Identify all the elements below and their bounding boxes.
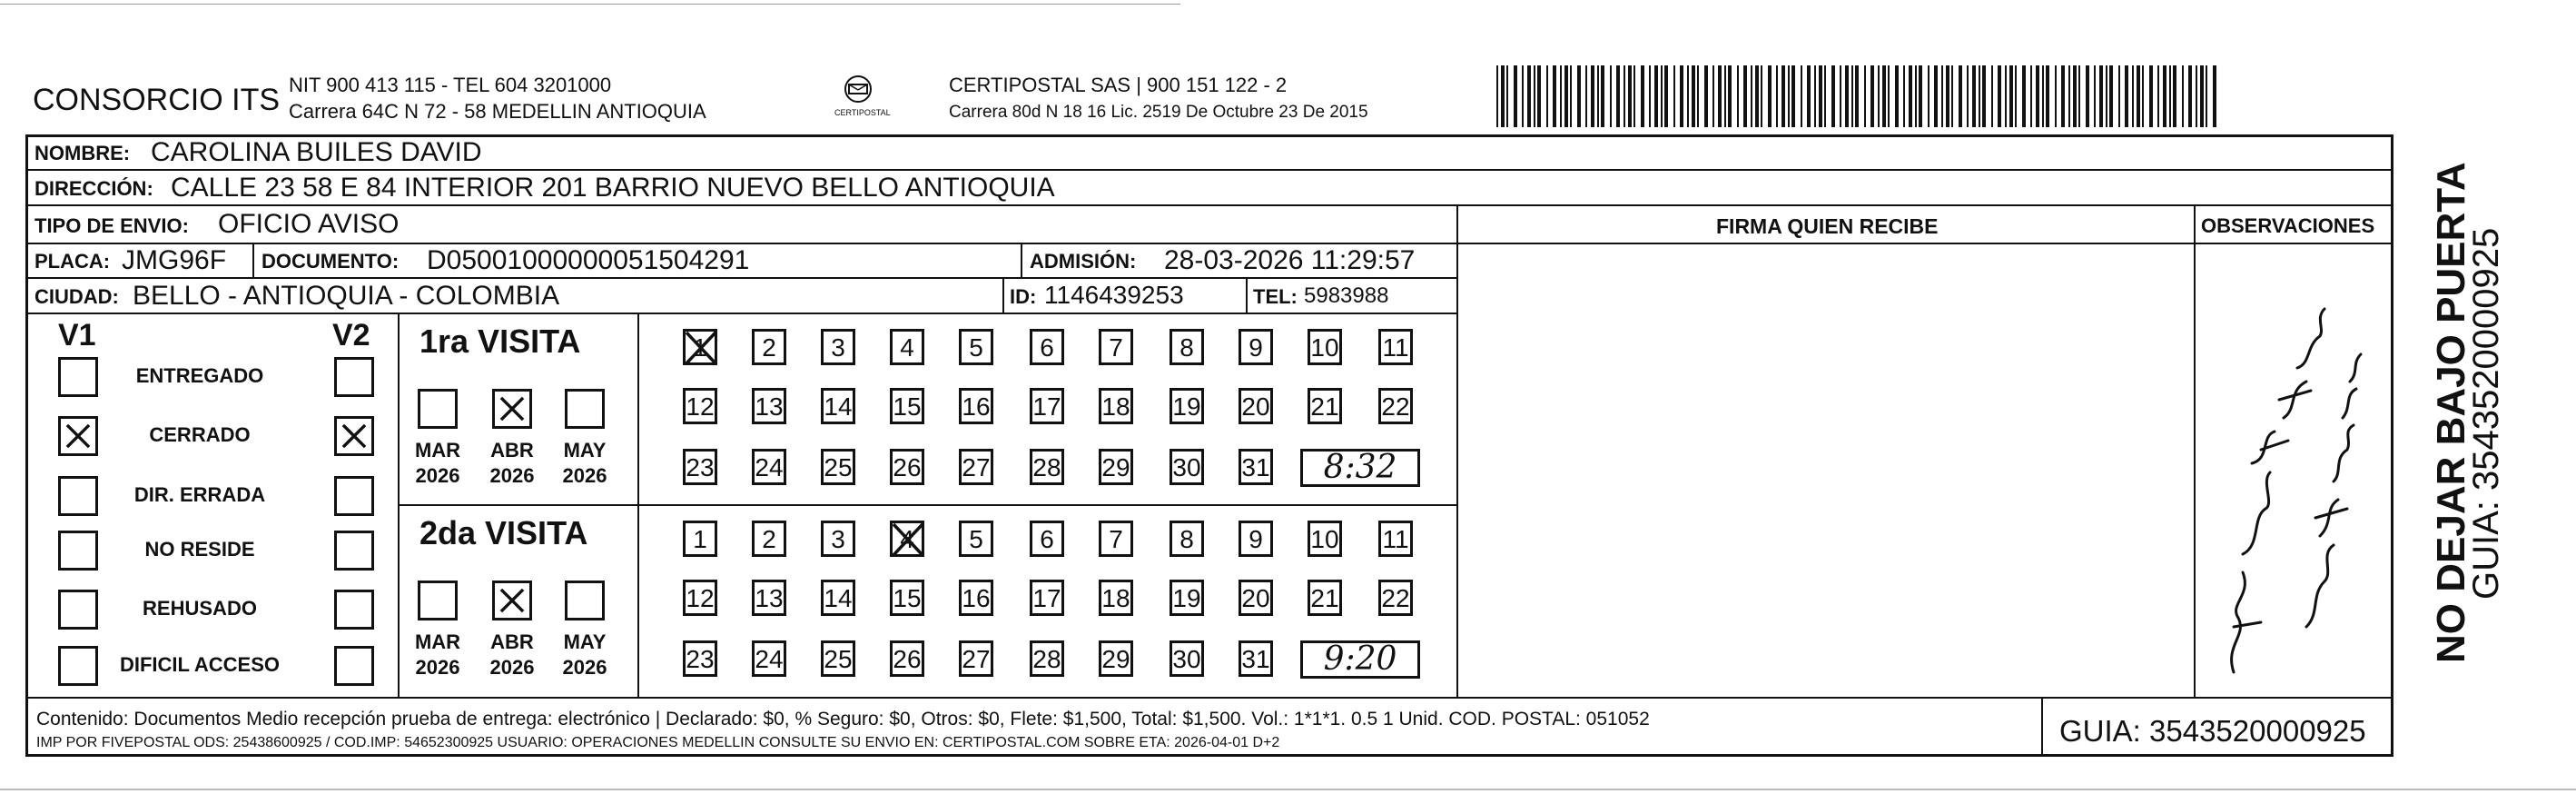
barcode-bar [2109,65,2113,127]
barcode-bar [2099,65,2103,127]
barcode-bar [1855,65,1859,127]
barcode-bar [1680,65,1683,127]
barcode-bar [1661,65,1663,127]
barcode-bar [1882,65,1886,127]
day-box-17[interactable]: 17 [1030,580,1064,616]
day-box-6[interactable]: 6 [1030,521,1064,557]
day-box-20[interactable]: 20 [1239,388,1273,424]
day-box-26[interactable]: 26 [890,640,924,677]
barcode-bar [1553,65,1556,127]
day-box-20[interactable]: 20 [1239,580,1273,616]
scan-edge-line [0,789,2576,790]
barcode-bar [1761,65,1762,127]
day-box-29[interactable]: 29 [1099,640,1133,677]
barcode-bar [1628,65,1632,127]
name-label: NOMBRE: [35,142,131,164]
day-box-3[interactable]: 3 [821,521,855,557]
printed-by-line: IMP POR FIVEPOSTAL ODS: 25438600925 / COD.IMP: 54652300925 USUARIO: OPERACIONES MEDELLIN CONSULTE SU ENVIO EN: CERTIPOSTAL.COM SOBRE ETA: 2026-04-01 D+2 [36,735,1280,750]
barcode-bar [2200,65,2204,127]
day-box-23[interactable]: 23 [683,449,717,485]
day-box-16[interactable]: 16 [959,388,993,424]
barcode-bar [1673,65,1675,127]
day-box-11[interactable]: 11 [1378,521,1413,557]
barcode-bar [1728,65,1732,127]
barcode-bar [1564,65,1568,127]
day-box-19[interactable]: 19 [1170,388,1204,424]
status-label: NO RESIDE [144,538,255,561]
day-box-24[interactable]: 24 [752,640,786,677]
row-divider [25,697,2393,699]
barcode-bar [2073,65,2077,127]
id-value: 1146439253 [1044,281,1184,309]
barcode-bar [2042,65,2044,127]
visit-year-label: 2026 [562,656,607,679]
day-box-9[interactable]: 9 [1239,521,1273,557]
row-divider [398,504,1456,506]
day-box-29[interactable]: 29 [1099,449,1133,485]
barcode-bar [1724,65,1726,127]
side-guide: GUIA: 3543520000925 [2466,227,2506,600]
admission-value: 28-03-2026 11:29:57 [1164,245,1416,275]
visit-month-label: MAR [414,630,461,653]
barcode-bar [1616,65,1620,127]
day-box-13[interactable]: 13 [752,580,786,616]
visit-month-label: ABR [490,630,534,653]
day-box-30[interactable]: 30 [1170,449,1204,485]
barcode-bar [1819,65,1822,127]
barcode-bar [1967,65,1969,127]
day-box-28[interactable]: 28 [1030,449,1064,485]
row-divider [25,204,2393,206]
barcode-bar [2142,65,2144,127]
barcode-bar [1791,65,1795,127]
day-box-21[interactable]: 21 [1308,388,1342,424]
barcode-bar [1591,65,1594,127]
day-box-31[interactable]: 31 [1239,640,1273,677]
plate-label: PLACA: [35,250,111,273]
document-label: DOCUMENTO: [262,250,400,273]
day-box-2[interactable]: 2 [752,329,786,365]
day-box-27[interactable]: 27 [959,449,993,485]
day-box-22[interactable]: 22 [1378,580,1413,616]
status-v2-checkbox[interactable] [334,416,374,456]
barcode-bar [1991,65,1993,127]
barcode-bar [1788,65,1790,127]
barcode-bar [1895,65,1899,127]
barcode-bar [2015,65,2017,127]
barcode-bar [1776,65,1778,127]
row-divider [25,169,2393,171]
barcode-bar [2078,65,2080,127]
barcode-bar [2106,65,2107,127]
column-divider [1456,204,1458,699]
day-box-16[interactable]: 16 [959,580,993,616]
column-divider [1246,277,1248,313]
barcode-bar [1934,65,1938,127]
day-box-22[interactable]: 22 [1378,388,1413,424]
barcode-bar [1496,65,1498,127]
day-box-4[interactable]: 4 [890,329,924,365]
barcode-bar [1941,65,1943,127]
certipostal-logo [813,73,903,124]
day-box-21[interactable]: 21 [1308,580,1342,616]
day-box-5[interactable]: 5 [959,521,993,557]
barcode-bar [1664,65,1668,127]
barcode-bar [1577,65,1581,127]
barcode-bar [1878,65,1880,127]
barcode-bar [2009,65,2013,127]
day-box-10[interactable]: 10 [1308,521,1342,557]
visit-title: 2da VISITA [419,514,588,551]
barcode-bar [2163,65,2166,127]
barcode-bar [1946,65,1949,127]
day-box-12[interactable]: 12 [683,388,717,424]
visit-year-label: 2026 [415,656,460,679]
barcode-bar [1845,65,1849,127]
tel-value: 5983988 [1304,283,1389,308]
barcode-bar [1919,65,1922,127]
barcode-bar [1624,65,1625,127]
barcode-bar [2068,65,2070,127]
barcode-bar [1959,65,1962,127]
barcode-bar [2196,65,2197,127]
visit-year-label: 2026 [562,464,607,487]
v2-header: V2 [332,318,370,352]
barcode-bar [1951,65,1953,127]
barcode-bar [1755,65,1759,127]
day-box-1[interactable]: 1 [683,521,717,557]
visit-time-box[interactable] [1300,640,1420,679]
barcode [1496,65,2223,127]
day-box-14[interactable]: 14 [821,388,855,424]
day-box-1[interactable]: 1 [683,329,717,365]
day-box-6[interactable]: 6 [1030,329,1064,365]
visit-month-checkbox[interactable] [418,581,458,620]
visit-title: 1ra VISITA [419,323,581,360]
courier-license: Carrera 80d N 18 16 Lic. 2519 De Octubre 23 De 2015 [949,103,1368,122]
barcode-bar [2132,65,2134,127]
barcode-bar [2149,65,2153,127]
shipping-type: OFICIO AVISO [218,209,400,239]
day-box-12[interactable]: 12 [683,580,717,616]
recipient-name: CAROLINA BUILES DAVID [151,137,482,167]
visit-month-checkbox[interactable] [565,389,605,429]
barcode-bar [2005,65,2007,127]
day-box-28[interactable]: 28 [1030,640,1064,677]
barcode-bar [1537,65,1541,127]
id-label: ID: [1010,285,1037,308]
status-label: DIR. ERRADA [133,483,266,506]
v1-header: V1 [58,318,96,352]
barcode-bar [1928,65,1930,127]
row-divider [25,277,1456,279]
column-divider [1002,277,1004,313]
barcode-bar [1501,65,1505,127]
visit-month-checkbox[interactable] [418,389,458,429]
barcode-bar [1649,65,1651,127]
barcode-bar [1641,65,1644,127]
barcode-bar [1903,65,1905,127]
day-box-25[interactable]: 25 [821,449,855,485]
barcode-bar [2157,65,2159,127]
company-address: Carrera 64C N 72 - 58 MEDELLIN ANTIOQUIA [289,100,706,123]
day-box-11[interactable]: 11 [1378,329,1413,365]
barcode-bar [2055,65,2057,127]
day-box-15[interactable]: 15 [890,388,924,424]
column-divider [1021,243,1022,279]
barcode-bar [1737,65,1739,127]
barcode-bar [2061,65,2065,127]
barcode-bar [2022,65,2026,127]
barcode-bar [1870,65,1874,127]
barcode-bar [1743,65,1747,127]
status-v2-checkbox[interactable] [334,590,374,630]
city-value: BELLO - ANTIOQUIA - COLOMBIA [133,281,560,311]
contents-line: Contenido: Documentos Medio recepción prueba de entrega: electrónico | Declarado: $0, % Seguro: $0, Otros: $0, Flete: $1,500, Total: $1,500. Vol.: 1*1*1. 0.5 1 Unid. COD. POSTAL: 051052 [36,709,1650,729]
barcode-bar [1585,65,1587,127]
visit-time: 9:20 [1323,640,1397,678]
row-divider [25,313,1456,314]
visit-month-checkbox[interactable] [492,581,532,620]
barcode-bar [1522,65,1524,127]
barcode-bar [1831,65,1835,127]
signature-header: FIRMA QUIEN RECIBE [1716,214,1939,238]
barcode-bar [1514,65,1517,127]
observations-header: OBSERVACIONES [2201,214,2375,237]
day-box-30[interactable]: 30 [1170,640,1204,677]
scan-edge-line [0,4,1180,5]
barcode-bar [1534,65,1535,127]
barcode-bar [1610,65,1612,127]
barcode-bar [1633,65,1635,127]
visit-time: 8:32 [1323,449,1397,486]
barcode-bar [1864,65,1866,127]
barcode-bar [2169,65,2171,127]
barcode-bar [1704,65,1708,127]
shipping-type-label: TIPO DE ENVIO: [35,214,189,237]
column-divider [2041,697,2043,757]
barcode-bar [1560,65,1562,127]
barcode-bar [1506,65,1508,127]
barcode-bar [2030,65,2032,127]
barcode-bar [1801,65,1802,127]
footer-guide: GUIA: 3543520000925 [2059,714,2366,748]
visit-time-box[interactable] [1300,449,1420,487]
barcode-bar [1851,65,1853,127]
status-v2-checkbox[interactable] [334,646,374,686]
visit-month-label: MAY [563,630,607,653]
logo-text: CERTIPOSTAL [834,108,891,117]
barcode-bar [1527,65,1531,127]
day-box-8[interactable]: 8 [1170,521,1204,557]
recipient-address: CALLE 23 58 E 84 INTERIOR 201 BARRIO NUEVO BELLO ANTIOQUIA [171,173,1055,203]
company-name: CONSORCIO ITS [33,83,281,117]
visit-month-label: MAR [414,439,461,462]
status-label: REHUSADO [143,597,257,620]
barcode-bar [1824,65,1826,127]
visit-month-checkbox[interactable] [492,389,532,429]
status-label: CERRADO [149,423,251,446]
row-divider [2194,243,2393,244]
visit-year-label: 2026 [489,464,535,487]
barcode-bar [1718,65,1722,127]
day-box-3[interactable]: 3 [821,329,855,365]
column-divider [2194,204,2196,699]
barcode-bar [2118,65,2120,127]
day-box-18[interactable]: 18 [1099,388,1133,424]
barcode-bar [1909,65,1912,127]
visit-year-label: 2026 [415,464,460,487]
day-box-15[interactable]: 15 [890,580,924,616]
day-box-7[interactable]: 7 [1099,521,1133,557]
column-divider [252,243,254,279]
visit-year-label: 2026 [489,656,535,679]
day-box-25[interactable]: 25 [821,640,855,677]
barcode-bar [1888,65,1890,127]
day-box-4[interactable]: 4 [890,521,924,557]
plate-value: JMG96F [122,245,227,275]
city-label: CIUDAD: [35,285,119,308]
day-box-8[interactable]: 8 [1170,329,1204,365]
barcode-bar [1979,65,1980,127]
day-box-5[interactable]: 5 [959,329,993,365]
barcode-bar [1601,65,1604,127]
day-box-2[interactable]: 2 [752,521,786,557]
status-label: ENTREGADO [135,364,264,387]
day-box-13[interactable]: 13 [752,388,786,424]
status-label: DIFICIL ACCESO [119,653,280,676]
day-box-14[interactable]: 14 [821,580,855,616]
day-box-26[interactable]: 26 [890,449,924,485]
barcode-bar [2125,65,2128,127]
barcode-bar [1998,65,2001,127]
barcode-bar [1972,65,1976,127]
admission-label: ADMISIÓN: [1030,250,1137,273]
barcode-bar [1597,65,1599,127]
barcode-bar [1982,65,1986,127]
barcode-bar [2137,65,2140,127]
barcode-bar [1814,65,1816,127]
day-box-19[interactable]: 19 [1170,580,1204,616]
barcode-bar [1840,65,1841,127]
status-v2-checkbox[interactable] [334,357,374,397]
barcode-bar [1751,65,1752,127]
barcode-bar [1654,65,1658,127]
barcode-bar [2213,65,2216,127]
observations-handwriting [2197,245,2392,694]
visit-month-label: ABR [490,439,534,462]
day-box-9[interactable]: 9 [1239,329,1273,365]
day-box-23[interactable]: 23 [683,640,717,677]
address-label: DIRECCIÓN: [35,177,153,200]
barcode-bar [2188,65,2192,127]
visit-month-checkbox[interactable] [565,581,605,620]
barcode-bar [1781,65,1785,127]
barcode-bar [1687,65,1689,127]
status-v2-checkbox[interactable] [334,476,374,516]
barcode-bar [1697,65,1699,127]
barcode-bar [2094,65,2096,127]
company-nit: NIT 900 413 115 - TEL 604 3201000 [289,74,612,96]
no-leave-under-door-warning: NO DEJAR BAJO PUERTA [2429,162,2473,663]
tel-label: TEL: [1253,285,1298,308]
barcode-bar [2206,65,2207,127]
day-box-27[interactable]: 27 [959,640,993,677]
document-value: D05001000000051504291 [427,245,750,275]
barcode-bar [1692,65,1695,127]
day-box-17[interactable]: 17 [1030,388,1064,424]
visit-month-label: MAY [563,439,607,462]
barcode-bar [1546,65,1548,127]
row-divider [25,243,2393,244]
barcode-bar [2182,65,2184,127]
status-v2-checkbox[interactable] [334,531,374,571]
barcode-bar [1807,65,1811,127]
barcode-bar [1712,65,1714,127]
day-box-7[interactable]: 7 [1099,329,1133,365]
day-box-24[interactable]: 24 [752,449,786,485]
day-box-10[interactable]: 10 [1308,329,1342,365]
barcode-bar [2173,65,2176,127]
barcode-bar [2086,65,2089,127]
day-box-18[interactable]: 18 [1099,580,1133,616]
barcode-bar [2036,65,2039,127]
barcode-bar [1570,65,1572,127]
barcode-bar [1768,65,1772,127]
barcode-bar [1915,65,1917,127]
barcode-bar [2046,65,2049,127]
courier-name: CERTIPOSTAL SAS | 900 151 122 - 2 [949,74,1288,96]
day-box-31[interactable]: 31 [1239,449,1273,485]
